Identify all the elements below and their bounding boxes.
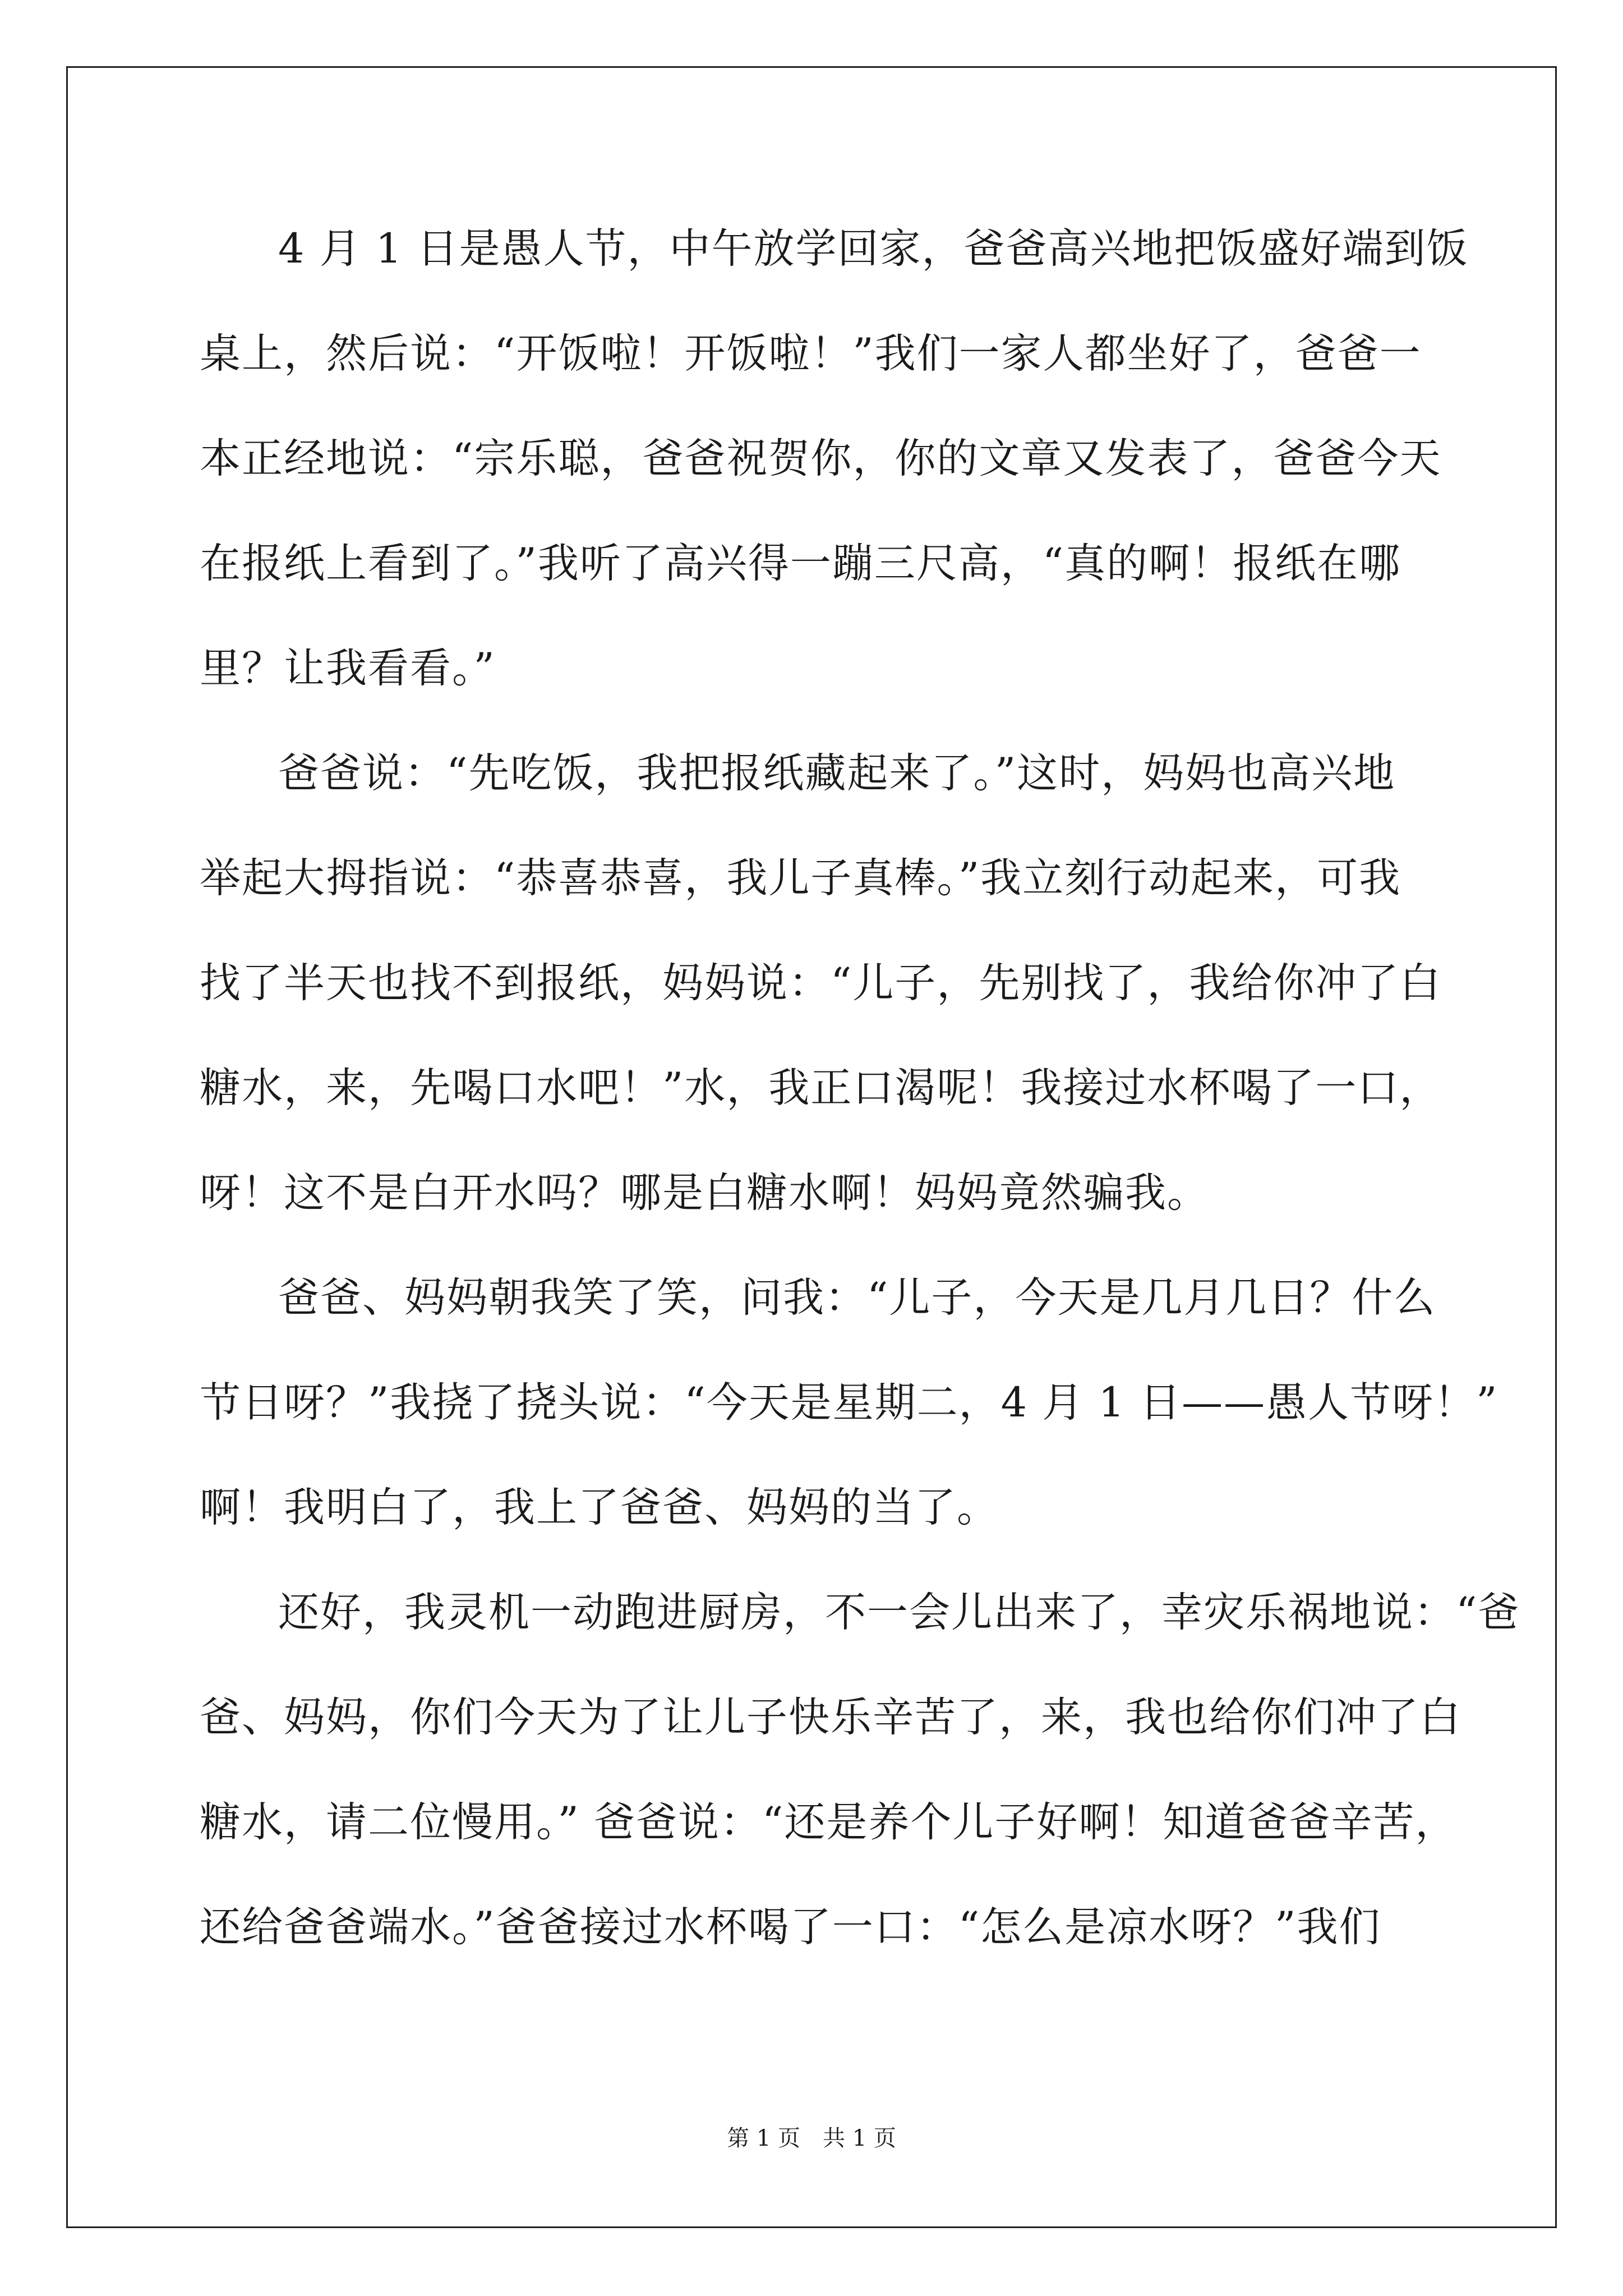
paragraph-4-line-2: 爸、妈妈，你们今天为了让儿子快乐辛苦了，来，我也给你们冲了白 [200, 1694, 1461, 1741]
paragraph-2-line-2: 举起大拇指说：“恭喜恭喜，我儿子真棒。”我立刻行动起来，可我 [200, 854, 1401, 902]
paragraph-3-line-2: 节日呀？”我挠了挠头说：“今天是星期二，4 月 1 日——愚人节呀！” [200, 1379, 1498, 1427]
paragraph-1-line-4: 在报纸上看到了。”我听了高兴得一蹦三尺高，“真的啊！报纸在哪 [200, 540, 1401, 587]
page-number-footer: 第 1 页 共 1 页 [727, 2125, 896, 2151]
paragraph-2-line-3: 找了半天也找不到报纸，妈妈说：“儿子，先别找了，我给你冲了白 [200, 959, 1442, 1007]
paragraph-3-line-3: 啊！我明白了，我上了爸爸、妈妈的当了。 [200, 1484, 999, 1531]
paragraph-1-line-1: 4 月 1 日是愚人节，中午放学回家，爸爸高兴地把饭盛好端到饭 [278, 225, 1469, 273]
paragraph-1-line-5: 里？让我看看。” [200, 645, 496, 692]
article-body [200, 213, 1520, 1996]
paragraph-4-line-3: 糖水，请二位慢用。” 爸爸说：“还是养个儿子好啊！知道爸爸辛苦， [200, 1798, 1458, 1846]
paragraph-4-line-1: 还好，我灵机一动跑进厨房，不一会儿出来了，幸灾乐祸地说：“爸 [278, 1589, 1520, 1636]
paragraph-1-line-3: 本正经地说：“宗乐聪，爸爸祝贺你，你的文章又发表了，爸爸今天 [200, 435, 1442, 482]
paragraph-2-line-5: 呀！这不是白开水吗？哪是白糖水啊！妈妈竟然骗我。 [200, 1169, 1209, 1217]
paragraph-3-line-1: 爸爸、妈妈朝我笑了笑，问我：“儿子，今天是几月几日？什么 [278, 1274, 1436, 1322]
paragraph-4-line-4: 还给爸爸端水。”爸爸接过水杯喝了一口：“怎么是凉水呀？”我们 [200, 1903, 1381, 1951]
paragraph-1-line-2: 桌上，然后说：“开饭啦！开饭啦！”我们一家人都坐好了，爸爸一 [200, 330, 1422, 378]
paragraph-2-line-1: 爸爸说：“先吃饭，我把报纸藏起来了。”这时，妈妈也高兴地 [278, 749, 1396, 797]
paragraph-2-line-4: 糖水，来，先喝口水吧！”水，我正口渴呢！我接过水杯喝了一口， [200, 1064, 1442, 1112]
